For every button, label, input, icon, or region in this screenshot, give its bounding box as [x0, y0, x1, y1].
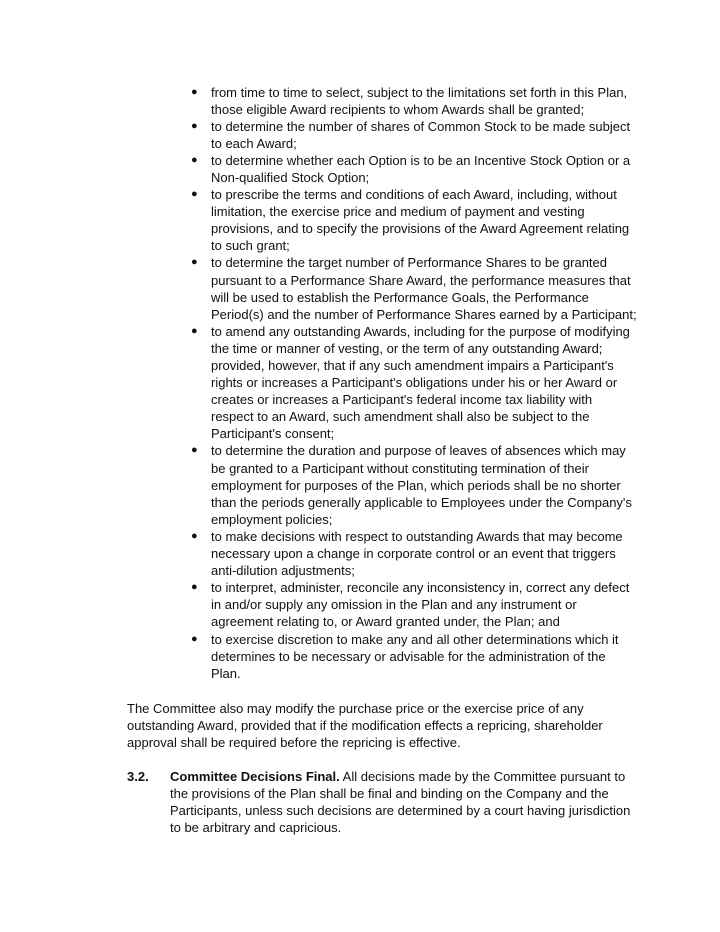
list-item-line: to determine whether each Option is to be an Incentive Stock Option or a — [211, 152, 631, 168]
list-item — [0, 442, 720, 527]
list-item-line: to amend any outstanding Awards, including for the purpose of modifying — [211, 323, 630, 339]
bullet-icon: ● — [191, 119, 198, 132]
bullet-icon: ● — [191, 324, 198, 337]
list-item-line: be granted to a Participant without constituting termination of their — [211, 460, 589, 476]
list-item-line: rights or increases a Participant's obligations under his or her Award or — [211, 375, 618, 391]
list-item — [0, 84, 720, 118]
list-item-line: to such grant; — [211, 238, 290, 254]
list-item — [0, 118, 720, 152]
section-3-2 — [127, 768, 687, 836]
list-item-line: creates or increases a Participant's federal income tax liability with — [211, 392, 593, 408]
section-text: All decisions made by the Committee pursuant to — [339, 768, 626, 784]
list-item-line: necessary upon a change in corporate control or an event that triggers — [211, 546, 616, 562]
list-item-line: to each Award; — [211, 135, 297, 151]
list-item-line: those eligible Award recipients to whom Awards shall be granted; — [211, 101, 585, 117]
bullet-icon: ● — [191, 444, 198, 457]
list-item-line: to make decisions with respect to outstanding Awards that may become — [211, 528, 623, 544]
list-item — [0, 528, 720, 579]
bullet-icon: ● — [191, 188, 198, 201]
list-item-line: in and/or supply any omission in the Plan and any instrument or — [211, 597, 577, 613]
list-item-line: to prescribe the terms and conditions of each Award, including, without — [211, 187, 617, 203]
list-item — [0, 152, 720, 186]
list-item — [0, 186, 720, 254]
bullet-icon: ● — [191, 632, 198, 645]
section-number: 3.2. — [127, 768, 149, 784]
list-item — [0, 254, 720, 322]
list-item-line: anti-dilution adjustments; — [211, 563, 355, 579]
paragraph-line: outstanding Award, provided that if the modification effects a repricing, shareholder — [127, 717, 603, 733]
list-item-line: Non-qualified Stock Option; — [211, 169, 370, 185]
section-line: to be arbitrary and capricious. — [170, 819, 342, 835]
paragraph-line: The Committee also may modify the purchase price or the exercise price of any — [127, 700, 584, 716]
list-item — [0, 579, 720, 630]
list-item-line: to exercise discretion to make any and all other determinations which it — [211, 631, 619, 647]
repricing-paragraph — [127, 700, 603, 751]
bullet-icon: ● — [191, 529, 198, 542]
list-item-line: employment for purposes of the Plan, which periods shall be no shorter — [211, 477, 621, 493]
list-item-line: the time or manner of vesting, or the term of any outstanding Award; — [211, 340, 603, 356]
list-item-line: limitation, the exercise price and medium of payment and vesting — [211, 204, 585, 220]
list-item — [0, 631, 720, 682]
bullet-icon: ● — [191, 85, 198, 98]
bullet-icon: ● — [191, 153, 198, 166]
bullet-list — [0, 84, 720, 682]
paragraph-line: approval shall be required before the repricing is effective. — [127, 734, 461, 750]
list-item-line: to determine the number of shares of Common Stock to be made subject — [211, 118, 631, 134]
section-line: Participants, unless such decisions are determined by a court having jurisdiction — [170, 802, 631, 818]
list-item-line: determines to be necessary or advisable for the administration of the — [211, 648, 606, 664]
list-item-line: pursuant to a Performance Share Award, the performance measures that — [211, 272, 631, 288]
list-item-line: agreement relating to, or Award granted under, the Plan; and — [211, 614, 560, 630]
list-item-line: Period(s) and the number of Performance Shares earned by a Participant; — [211, 306, 637, 322]
list-item-line: to interpret, administer, reconcile any inconsistency in, correct any defect — [211, 580, 630, 596]
list-item-line: than the periods generally applicable to Employees under the Company's — [211, 494, 632, 510]
list-item-line: Participant's consent; — [211, 426, 335, 442]
list-item-line: respect to an Award, such amendment shall also be subject to the — [211, 409, 590, 425]
list-item-line: will be used to establish the Performance Goals, the Performance — [211, 289, 589, 305]
list-item-line: provided, however, that if any such amendment impairs a Participant's — [211, 358, 614, 373]
list-item — [0, 323, 720, 443]
list-item-line: provisions, and to specify the provisions of the Award Agreement relating — [211, 221, 630, 237]
list-item-line: employment policies; — [211, 511, 333, 527]
list-item-line: Plan. — [211, 665, 241, 681]
section-title: Committee Decisions Final. — [170, 768, 340, 784]
bullet-icon: ● — [191, 581, 198, 594]
bullet-icon: ● — [191, 256, 198, 269]
list-item-line: from time to time to select, subject to the limitations set forth in this Plan, — [211, 84, 628, 100]
list-item-line: to determine the target number of Performance Shares to be granted — [211, 255, 608, 271]
list-item-line: to determine the duration and purpose of leaves of absences which may — [211, 443, 626, 459]
section-line: the provisions of the Plan shall be final and binding on the Company and the — [170, 785, 609, 801]
